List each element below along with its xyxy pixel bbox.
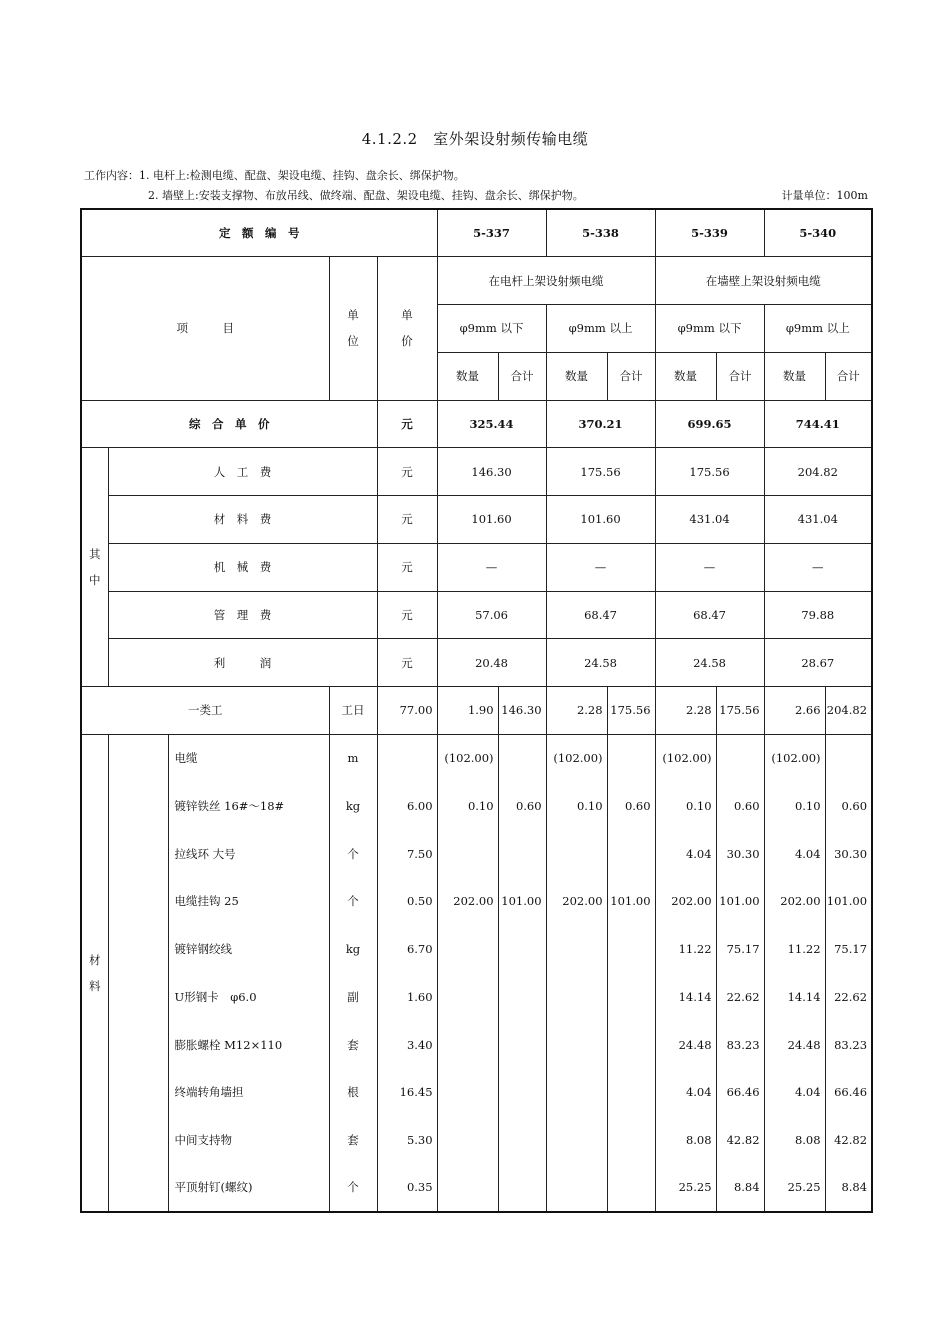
material-name: 膨胀螺栓 M12×110 [168,1021,329,1069]
material-name: 电缆 [168,734,329,782]
material-name: 拉线环 大号 [168,830,329,878]
breakdown-value: 431.04 [764,496,872,544]
material-unit: 个 [329,830,377,878]
breakdown-value: 431.04 [655,496,764,544]
work-content-line-1: 工作内容：1. 电杆上:检测电缆、配盘、架设电缆、挂钩、盘余长、绑保护物。 [84,169,465,182]
total-label: 合计 [716,352,764,400]
qty-label: 数量 [546,352,607,400]
material-cell [607,830,655,878]
material-cell [437,830,498,878]
qty-label: 数量 [655,352,716,400]
page-title: 4.1.2.2 室外架设射频传输电缆 [361,130,589,148]
material-cell [546,1069,607,1117]
breakdown-value: 20.48 [437,639,546,687]
qty-label: 数量 [764,352,825,400]
breakdown-row [81,591,872,639]
material-row [81,1164,872,1212]
breakdown-name: 材 料 费 [108,496,377,544]
material-cell: 83.23 [716,1021,764,1069]
material-cell: 202.00 [546,878,607,926]
material-cell [498,1116,546,1164]
labor-cell: 175.56 [716,687,764,735]
material-cell: 8.08 [764,1116,825,1164]
material-row [81,1021,872,1069]
material-cell: 11.22 [655,925,716,973]
unit-label: 单 位 [329,257,377,400]
material-row [81,734,872,782]
material-cell: 24.48 [764,1021,825,1069]
material-price: 3.40 [377,1021,437,1069]
material-cell: 30.30 [825,830,872,878]
breakdown-value: 175.56 [546,448,655,496]
material-cell: 42.82 [716,1116,764,1164]
price-label: 单 价 [377,257,437,400]
header-row-group [81,257,872,305]
material-name: 电缆挂钩 25 [168,878,329,926]
material-cell [498,1021,546,1069]
material-price: 5.30 [377,1116,437,1164]
breakdown-value: 79.88 [764,591,872,639]
material-cell: 0.60 [825,782,872,830]
material-cell [546,1021,607,1069]
labor-unit: 工日 [329,687,377,735]
material-price: 7.50 [377,830,437,878]
material-cell: 66.46 [716,1069,764,1117]
measurement-unit: 计量单位：100m [781,189,868,202]
quota-table [80,208,873,1213]
breakdown-value: — [764,543,872,591]
summary-value: 325.44 [437,400,546,448]
labor-cell: 146.30 [498,687,546,735]
material-price: 6.70 [377,925,437,973]
material-unit: kg [329,925,377,973]
material-cell: 42.82 [825,1116,872,1164]
breakdown-value: — [546,543,655,591]
code-cell: 5-338 [546,209,655,257]
material-name: U形钢卡 φ6.0 [168,973,329,1021]
labor-name: 一类工 [81,687,329,735]
group-wall: 在墙壁上架设射频电缆 [655,257,872,305]
sub-spec: φ9mm 以上 [764,305,872,353]
breakdown-unit: 元 [377,591,437,639]
summary-unit: 元 [377,400,437,448]
material-cell [607,1021,655,1069]
material-cell [498,925,546,973]
material-unit: 个 [329,878,377,926]
material-cell: 202.00 [437,878,498,926]
material-cell [437,925,498,973]
materials-group-label: 材 料 [81,734,108,1212]
material-cell: 22.62 [716,973,764,1021]
breakdown-value: 28.67 [764,639,872,687]
breakdown-value: 204.82 [764,448,872,496]
material-cell: 25.25 [655,1164,716,1212]
material-cell: 0.60 [498,782,546,830]
breakdown-value: 68.47 [546,591,655,639]
code-cell: 5-337 [437,209,546,257]
breakdown-row [81,496,872,544]
material-price: 16.45 [377,1069,437,1117]
material-cell: (102.00) [437,734,498,782]
material-cell: 202.00 [655,878,716,926]
labor-row [81,687,872,735]
material-cell: 14.14 [655,973,716,1021]
material-cell [498,734,546,782]
material-cell [546,973,607,1021]
material-cell [607,1069,655,1117]
group-pole: 在电杆上架设射频电缆 [437,257,655,305]
material-cell: 14.14 [764,973,825,1021]
material-cell [607,1116,655,1164]
total-label: 合计 [498,352,546,400]
material-cell [607,973,655,1021]
material-row [81,1069,872,1117]
material-cell [607,1164,655,1212]
labor-cell: 2.28 [546,687,607,735]
material-cell: 4.04 [764,830,825,878]
breakdown-value: — [437,543,546,591]
material-cell: 0.10 [546,782,607,830]
material-cell [437,1021,498,1069]
material-cell: 75.17 [716,925,764,973]
work-content-line-2: 2. 墙壁上:安装支撑物、布放吊线、做终端、配盘、架设电缆、挂钩、盘余长、绑保护物。 [148,189,584,202]
material-row [81,878,872,926]
material-cell: 0.10 [764,782,825,830]
material-cell [607,734,655,782]
material-cell: 8.84 [825,1164,872,1212]
labor-cell: 175.56 [607,687,655,735]
code-cell: 5-340 [764,209,872,257]
material-cell: 22.62 [825,973,872,1021]
breakdown-value: 101.60 [437,496,546,544]
breakdown-name: 利 润 [108,639,377,687]
breakdown-name: 管 理 费 [108,591,377,639]
material-price [377,734,437,782]
material-cell [825,734,872,782]
material-cell: 4.04 [655,1069,716,1117]
sub-spec: φ9mm 以下 [655,305,764,353]
breakdown-unit: 元 [377,543,437,591]
material-name: 镀锌铁丝 16#～18# [168,782,329,830]
breakdown-unit: 元 [377,496,437,544]
material-price: 6.00 [377,782,437,830]
labor-cell: 1.90 [437,687,498,735]
breakdown-name: 机 械 费 [108,543,377,591]
material-cell [437,1164,498,1212]
material-cell: 4.04 [764,1069,825,1117]
material-cell: 202.00 [764,878,825,926]
summary-value: 699.65 [655,400,764,448]
material-unit: 套 [329,1116,377,1164]
material-price: 0.35 [377,1164,437,1212]
material-name: 平顶射钉(螺纹) [168,1164,329,1212]
labor-cell: 2.28 [655,687,716,735]
material-cell [498,973,546,1021]
material-cell [546,925,607,973]
material-cell [546,830,607,878]
breakdown-value: — [655,543,764,591]
material-price: 1.60 [377,973,437,1021]
material-cell [437,973,498,1021]
breakdown-row [81,543,872,591]
material-price: 0.50 [377,878,437,926]
summary-row [81,400,872,448]
breakdown-unit: 元 [377,448,437,496]
breakdown-value: 24.58 [655,639,764,687]
material-unit: kg [329,782,377,830]
breakdown-value: 175.56 [655,448,764,496]
material-cell: 66.46 [825,1069,872,1117]
material-cell [498,1164,546,1212]
material-row [81,925,872,973]
material-cell [546,1116,607,1164]
code-cell: 5-339 [655,209,764,257]
material-cell: (102.00) [655,734,716,782]
material-cell: 8.84 [716,1164,764,1212]
material-unit: 个 [329,1164,377,1212]
material-cell [498,1069,546,1117]
material-row [81,973,872,1021]
labor-cell: 2.66 [764,687,825,735]
material-cell: 30.30 [716,830,764,878]
material-cell [498,830,546,878]
material-row [81,782,872,830]
material-cell: 24.48 [655,1021,716,1069]
breakdown-value: 57.06 [437,591,546,639]
material-unit: 根 [329,1069,377,1117]
material-cell: 101.00 [607,878,655,926]
material-cell: 101.00 [716,878,764,926]
material-cell [437,1116,498,1164]
breakdown-row [81,448,872,496]
material-name: 镀锌钢绞线 [168,925,329,973]
material-name: 终端转角墙担 [168,1069,329,1117]
summary-value: 370.21 [546,400,655,448]
material-cell: 25.25 [764,1164,825,1212]
breakdown-row [81,639,872,687]
labor-price: 77.00 [377,687,437,735]
material-name: 中间支持物 [168,1116,329,1164]
total-label: 合计 [825,352,872,400]
material-cell [716,734,764,782]
qty-label: 数量 [437,352,498,400]
summary-label: 综 合 单 价 [81,400,377,448]
breakdown-value: 146.30 [437,448,546,496]
material-unit: 副 [329,973,377,1021]
material-cell: 0.60 [607,782,655,830]
material-row [81,830,872,878]
material-cell: 8.08 [655,1116,716,1164]
material-cell [607,925,655,973]
breakdown-unit: 元 [377,639,437,687]
material-cell: 11.22 [764,925,825,973]
material-unit: 套 [329,1021,377,1069]
breakdown-name: 人 工 费 [108,448,377,496]
material-cell: 4.04 [655,830,716,878]
breakdown-value: 24.58 [546,639,655,687]
materials-blank-column [108,734,168,1212]
material-cell [437,1069,498,1117]
material-unit: m [329,734,377,782]
material-cell: 0.10 [655,782,716,830]
material-cell [546,1164,607,1212]
material-cell: 83.23 [825,1021,872,1069]
summary-value: 744.41 [764,400,872,448]
breakdown-value: 68.47 [655,591,764,639]
material-cell: (102.00) [764,734,825,782]
total-label: 合计 [607,352,655,400]
material-cell: 0.60 [716,782,764,830]
material-cell: 101.00 [825,878,872,926]
sub-spec: φ9mm 以下 [437,305,546,353]
breakdown-group-label: 其 中 [81,448,108,687]
material-cell: (102.00) [546,734,607,782]
code-row [81,209,872,257]
labor-cell: 204.82 [825,687,872,735]
material-cell: 101.00 [498,878,546,926]
material-row [81,1116,872,1164]
item-label: 项 目 [81,257,329,400]
material-cell: 0.10 [437,782,498,830]
code-label: 定 额 编 号 [81,209,437,257]
breakdown-value: 101.60 [546,496,655,544]
material-cell: 75.17 [825,925,872,973]
sub-spec: φ9mm 以上 [546,305,655,353]
